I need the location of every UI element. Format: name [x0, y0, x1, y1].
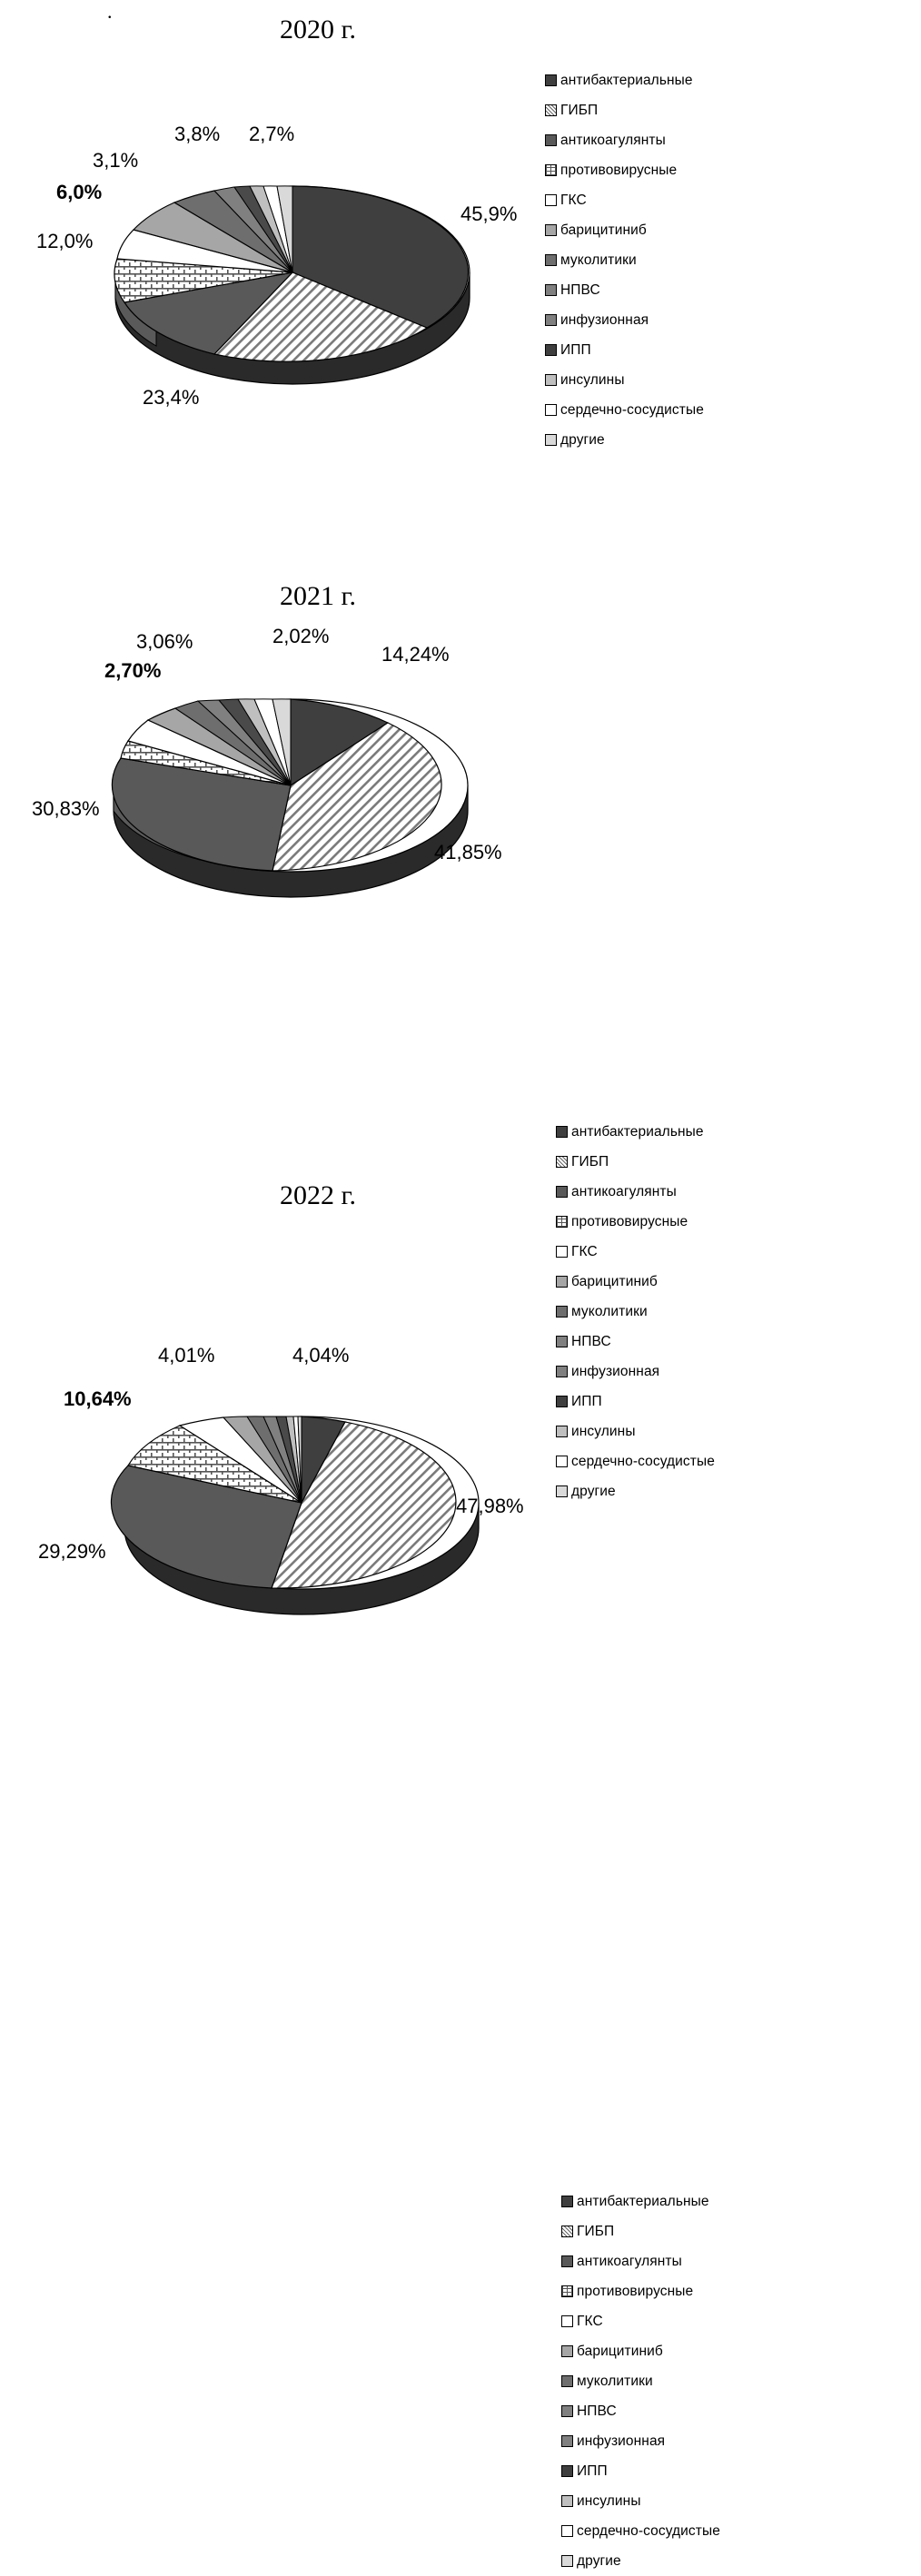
legend-swatch-icon-1 [561, 2226, 573, 2237]
legend-swatch-icon-7 [545, 284, 557, 296]
legend-swatch-icon-8 [545, 314, 557, 326]
legend-label-4: ГКС [571, 1243, 598, 1259]
legend-label-0: антибактериальные [571, 1123, 704, 1140]
legend-swatch-icon-5 [545, 224, 557, 236]
legend-item-4 [545, 185, 808, 215]
legend-2020 [545, 65, 808, 455]
legend-swatch-icon-11 [545, 404, 557, 416]
legend-label-1: ГИБП [571, 1153, 609, 1170]
legend-item-2 [545, 125, 808, 155]
pie-svg-2022 [102, 1362, 501, 1625]
legend-swatch-icon-11 [561, 2525, 573, 2537]
legend-swatch-icon-12 [545, 434, 557, 446]
legend-label-5: барицитиниб [560, 222, 647, 238]
legend-label-10: инсулины [577, 2492, 641, 2509]
pie-graphic-2022 [38, 1344, 524, 1625]
legend-item-11 [561, 2516, 825, 2546]
legend-label-5: барицитиниб [571, 1273, 658, 1289]
chart-title-2020: 2020 г. [280, 15, 356, 44]
pie-label-2020-5: 3,8% [174, 123, 221, 145]
legend-label-9: ИПП [560, 341, 591, 358]
legend-label-2: антикоагулянты [577, 2253, 682, 2269]
legend-label-4: ГКС [577, 2313, 603, 2329]
legend-swatch-icon-8 [561, 2435, 573, 2447]
legend-item-5 [561, 2336, 825, 2366]
legend-label-4: ГКС [560, 192, 587, 208]
pie-label-2021-2: 30,83% [32, 797, 100, 820]
pie-label-2022-4: 4,01% [158, 1344, 215, 1367]
pie-label-2021-0: 14,24% [381, 643, 450, 666]
legend-label-5: барицитиниб [577, 2343, 663, 2359]
legend-swatch-icon-4 [545, 194, 557, 206]
legend-item-6 [561, 2366, 825, 2396]
legend-label-8: инфузионная [571, 1363, 660, 1379]
pie-label-2020-4: 3,1% [93, 149, 139, 172]
legend-label-6: муколитики [571, 1303, 648, 1319]
legend-item-1 [545, 95, 808, 125]
legend-label-1: ГИБП [560, 102, 599, 118]
legend-swatch-icon-9 [545, 344, 557, 356]
legend-swatch-icon-1 [545, 104, 557, 116]
legend-label-10: инсулины [560, 371, 625, 388]
legend-swatch-icon-0 [556, 1126, 568, 1138]
pie-chart-2022 [0, 1180, 921, 2569]
legend-item-10 [561, 2486, 825, 2516]
legend-label-3: противовирусные [577, 2283, 694, 2299]
pie-label-2020-1: 23,4% [143, 386, 200, 409]
pie-label-2020-6: 2,7% [249, 123, 295, 145]
legend-item-4 [561, 2306, 825, 2336]
legend-label-0: антибактериальные [577, 2193, 709, 2209]
legend-label-2: антикоагулянты [560, 132, 666, 148]
legend-swatch-icon-0 [561, 2196, 573, 2207]
legend-label-12: другие [560, 431, 605, 448]
legend-label-12: другие [571, 1483, 616, 1499]
legend-item-10 [545, 365, 808, 395]
stray-mark: . [107, 0, 113, 23]
legend-item-9 [561, 2456, 825, 2486]
legend-item-7 [561, 2396, 825, 2426]
legend-swatch-icon-3 [561, 2285, 573, 2297]
legend-swatch-icon-2 [545, 134, 557, 146]
legend-item-2 [561, 2246, 825, 2276]
legend-label-12: другие [577, 2552, 621, 2569]
legend-item-12 [561, 2546, 825, 2576]
pie-label-2022-1: 47,98% [456, 1495, 524, 1517]
legend-item-0 [556, 1117, 819, 1147]
pie-svg-2020 [102, 150, 483, 395]
legend-label-9: ИПП [577, 2462, 608, 2479]
legend-swatch-icon-0 [545, 74, 557, 86]
legend-swatch-icon-1 [556, 1156, 568, 1168]
pie-graphic-2021 [32, 625, 502, 908]
legend-swatch-icon-6 [561, 2375, 573, 2387]
pie-label-2022-3: 10,64% [64, 1387, 132, 1410]
pie-label-2020-2: 12,0% [36, 230, 94, 252]
legend-label-9: ИПП [571, 1393, 602, 1409]
legend-swatch-icon-6 [545, 254, 557, 266]
legend-item-6 [545, 245, 808, 275]
pie-label-2021-3: 2,70% [104, 659, 162, 682]
legend-label-1: ГИБП [577, 2223, 615, 2239]
chart-title-2022: 2022 г. [280, 1180, 356, 1210]
legend-swatch-icon-3 [545, 164, 557, 176]
pie-label-2022-0: 4,04% [292, 1344, 350, 1367]
legend-item-9 [545, 335, 808, 365]
legend-label-11: сердечно-сосудистые [577, 2522, 720, 2539]
legend-label-7: НПВС [560, 281, 600, 298]
pie-label-2021-1: 41,85% [434, 841, 502, 864]
legend-item-8 [561, 2426, 825, 2456]
legend-swatch-icon-5 [561, 2345, 573, 2357]
pie-label-2021-5: 2,02% [272, 625, 330, 647]
legend-label-3: противовирусные [560, 162, 678, 178]
legend-swatch-icon-10 [561, 2495, 573, 2507]
legend-swatch-icon-12 [561, 2555, 573, 2567]
legend-item-0 [561, 2186, 825, 2216]
legend-item-8 [545, 305, 808, 335]
legend-swatch-icon-10 [545, 374, 557, 386]
legend-label-2: антикоагулянты [571, 1183, 677, 1199]
legend-label-3: противовирусные [571, 1213, 688, 1229]
legend-item-12 [545, 425, 808, 455]
legend-item-0 [545, 65, 808, 95]
pie-graphic-2020 [36, 123, 518, 409]
legend-2022 [561, 2186, 825, 2576]
pie-label-2020-3: 6,0% [56, 181, 103, 203]
legend-swatch-icon-2 [561, 2255, 573, 2267]
legend-label-11: сердечно-сосудистые [571, 1453, 715, 1469]
legend-item-7 [545, 275, 808, 305]
legend-item-3 [561, 2276, 825, 2306]
pie-chart-2020 [0, 0, 921, 581]
legend-label-0: антибактериальные [560, 72, 693, 88]
pie-label-2021-4: 3,06% [136, 630, 193, 653]
legend-swatch-icon-9 [561, 2465, 573, 2477]
legend-label-8: инфузионная [560, 311, 649, 328]
legend-label-6: муколитики [577, 2373, 653, 2389]
pie-label-2020-0: 45,9% [460, 202, 518, 225]
legend-item-3 [545, 155, 808, 185]
legend-swatch-icon-4 [561, 2315, 573, 2327]
legend-item-1 [556, 1147, 819, 1177]
legend-label-6: муколитики [560, 252, 637, 268]
legend-label-8: инфузионная [577, 2433, 666, 2449]
legend-label-7: НПВС [571, 1333, 611, 1349]
pie-label-2022-2: 29,29% [38, 1540, 106, 1563]
chart-title-2021: 2021 г. [280, 581, 356, 611]
legend-label-11: сердечно-сосудистые [560, 401, 704, 418]
legend-label-10: инсулины [571, 1423, 636, 1439]
legend-swatch-icon-7 [561, 2405, 573, 2417]
legend-label-7: НПВС [577, 2403, 617, 2419]
legend-item-11 [545, 395, 808, 425]
legend-item-1 [561, 2216, 825, 2246]
legend-item-5 [545, 215, 808, 245]
